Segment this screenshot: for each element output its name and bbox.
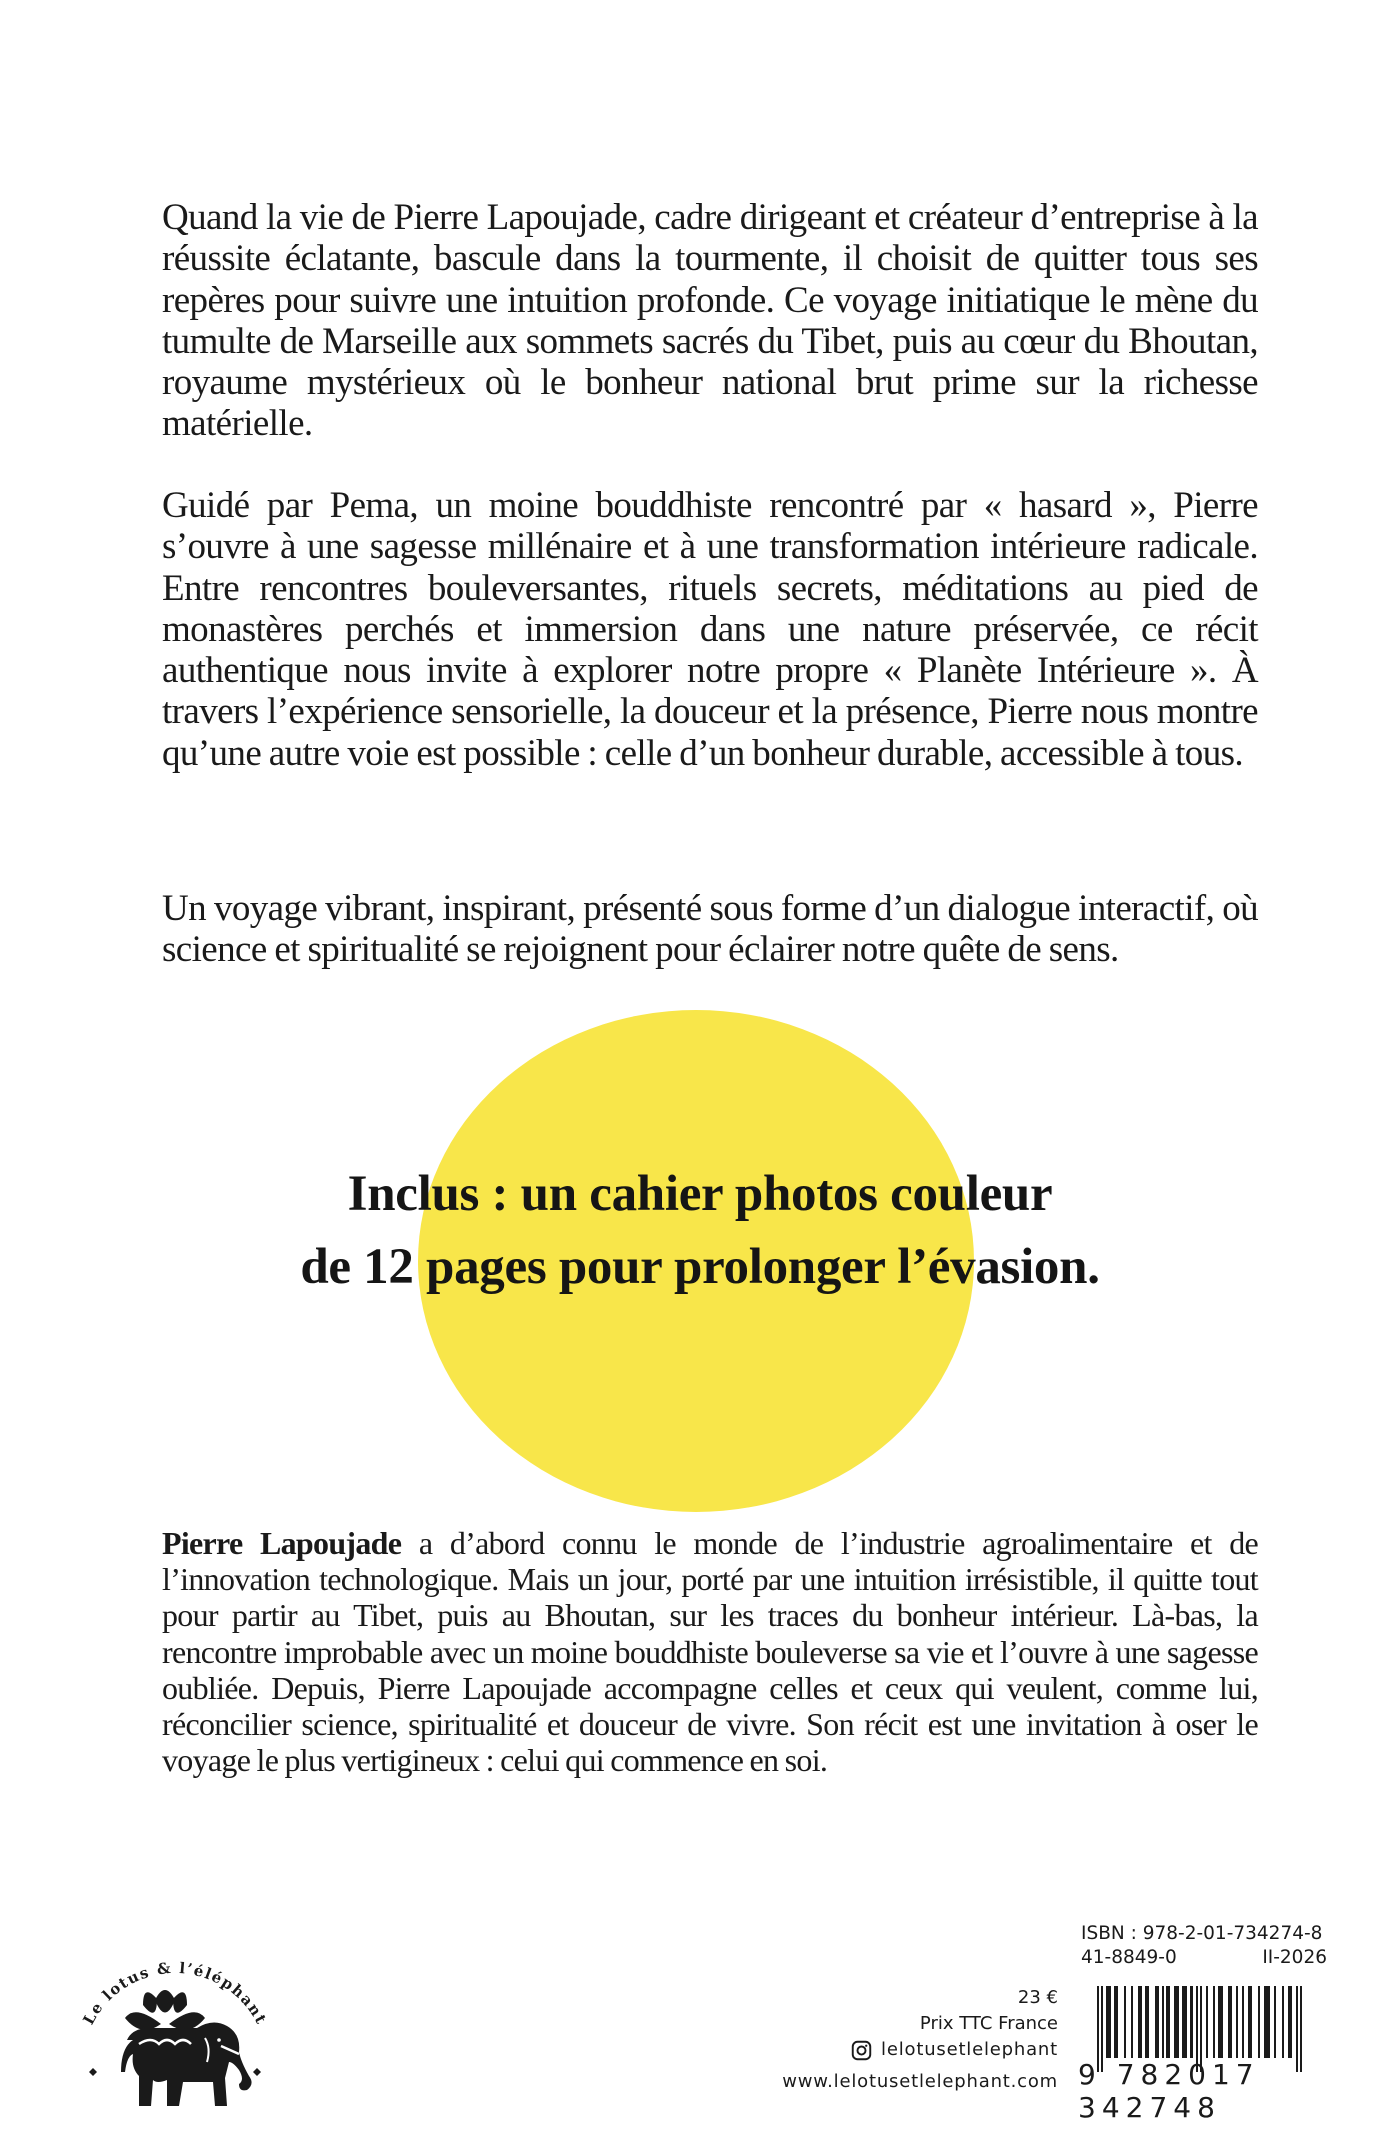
instagram-link[interactable]: [851, 2037, 1058, 2063]
photo-insert-highlight: [180, 1158, 1220, 1304]
price: 23 €: [1017, 1987, 1058, 2008]
blurb-paragraph-2: Guidé par Pema, un moine bouddhiste rencontré par « hasard », Pierre s’ouvre à une sagesse millénaire et à une transformation intérieure radicale. Entre rencontres bouleversantes, rituels secrets, méditations au pied de monastères perchés et immersion dans une nature préservée, ce récit authentique nous invite à explorer notre propre « Planète Intérieure ». À travers l’expérience sensorielle, la douceur et la présence, Pierre nous montre qu’une autre voie est possible : celle d’un bonheur durable, accessible à tous.: [162, 485, 1258, 774]
highlight-line-1: Inclus : un cahier photos couleur: [347, 1166, 1053, 1222]
isbn-label: ISBN : 978-2-01-734274-8: [1081, 1923, 1323, 1944]
website-link[interactable]: www.lelotusetlelephant.com: [782, 2070, 1058, 2092]
isbn-block: [1081, 1922, 1327, 1970]
pricing-block: [782, 1985, 1058, 2095]
highlight-line-2: de 12 pages pour prolonger l’évasion.: [300, 1239, 1100, 1295]
author-bio-text: a d’abord connu le monde de l’industrie agroalimentaire et de l’innovation technologique. Mais un jour, porté par une intuition irrésistible, il quitte tout pour partir au Tibet, puis au Bhoutan, sur les traces du bonheur intérieur. Là-bas, la rencontre improbable avec un moine bouddhiste bouleverse sa vie et l’ouvre à une sagesse oubliée. Depuis, Pierre Lapoujade accompagne celles et ceux qui veulent, comme lui, réconcilier science, spiritualité et douceur de vivre. Son récit est une invitation à oser le voyage le plus vertigineux : celui qui commence en soi.: [162, 1525, 1258, 1779]
publisher-logo: [55, 1940, 295, 2140]
author-name: Pierre Lapoujade: [162, 1525, 402, 1561]
svg-text:Le lotus & l’éléphant: Le lotus & l’éléphant: [79, 1958, 271, 2028]
author-bio: [162, 1525, 1258, 1778]
blurb-paragraph-1: Quand la vie de Pierre Lapoujade, cadre dirigeant et créateur d’entreprise à la réussite éclatante, bascule dans la tourmente, il choisit de quitter tous ses repères pour suivre une intuition profonde. Ce voyage initiatique le mène du tumulte de Marseille aux sommets sacrés du Tibet, puis au cœur du Bhoutan, royaume mystérieux où le bonheur national brut prime sur la richesse matérielle.: [162, 197, 1258, 445]
barcode-digits: 9 782017 342748: [1078, 2058, 1260, 2124]
instagram-handle: lelotusetlelephant: [881, 2039, 1058, 2060]
isbn-code: 41-8849-0: [1081, 1947, 1177, 1968]
blurb-paragraph-3: Un voyage vibrant, inspirant, présenté sous forme d’un dialogue interactif, où science et spiritualité se rejoignent pour éclairer notre quête de sens.: [162, 888, 1258, 971]
price-label: Prix TTC France: [919, 2013, 1058, 2034]
elephant-lotus-icon: [55, 1940, 295, 2140]
instagram-icon: [851, 2040, 872, 2061]
isbn-edition: II-2026: [1262, 1947, 1327, 1968]
